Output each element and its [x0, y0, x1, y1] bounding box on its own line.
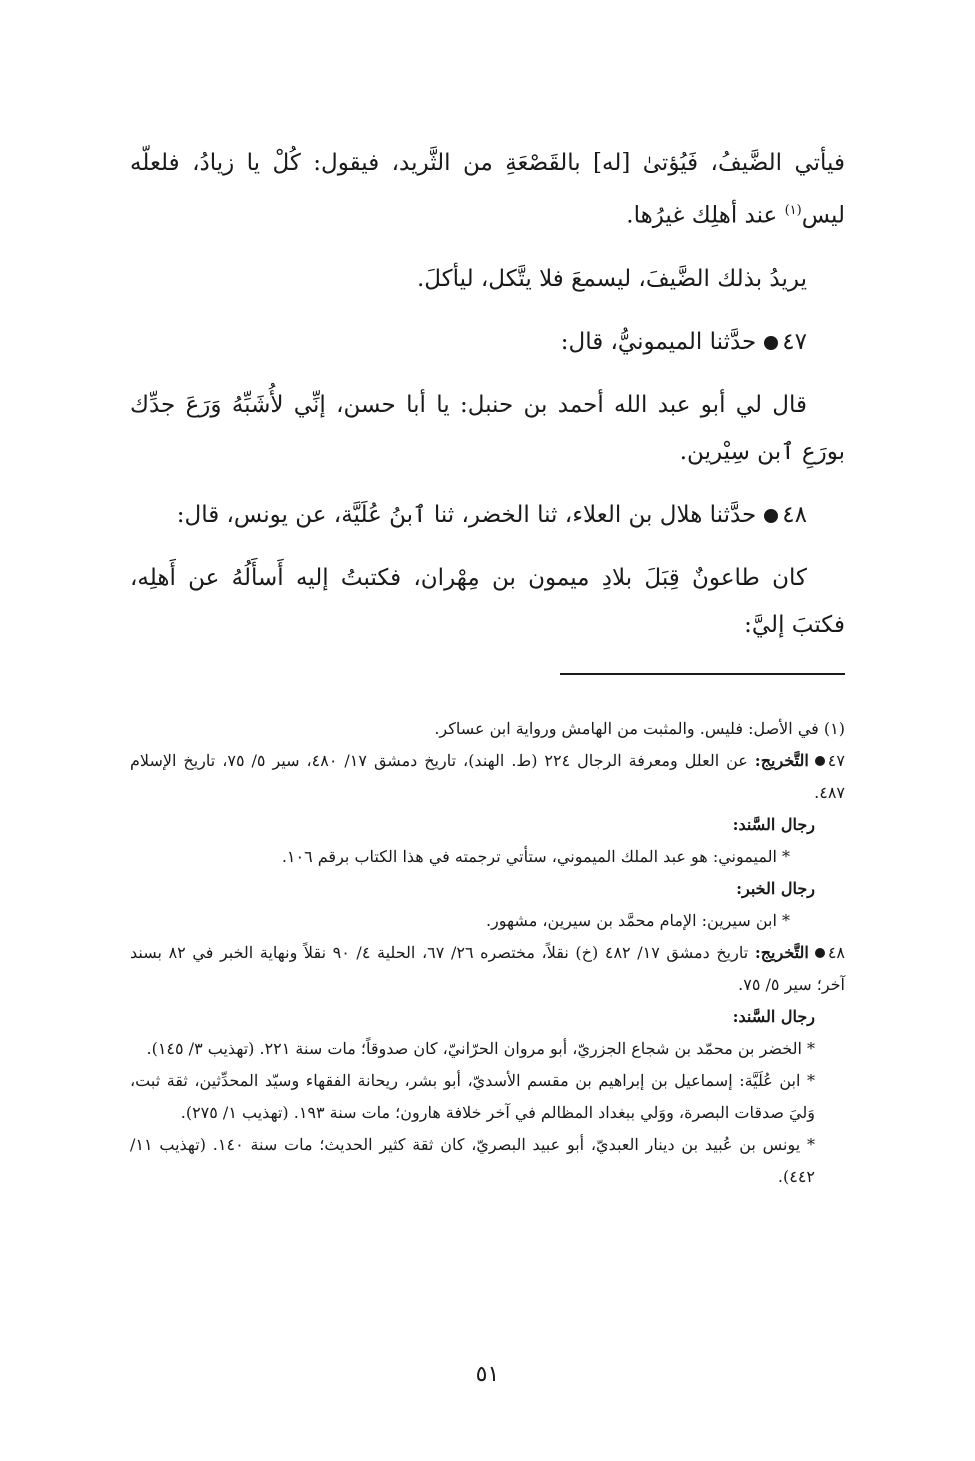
khabar-label: رجال الخبر: [736, 878, 815, 898]
note-48-sanad-item: * ابن عُلَيَّة: إسماعيل بن إبراهيم بن مقسم الأسديّ، أبو بشر، ريحانة الفقهاء وسيّد المحدِّثين، ثقة ثبت، وَليَ صدقات البصرة، ووَلي ببغداد المظالم في آخر خلافة هارون؛ مات سنة ١٩٣. (تهذيب ١/ ٢٧٥). [130, 1070, 815, 1122]
footnote-1: (١) في الأصل: فليس. والمثبت من الهامش ورواية ابن عساكر. [434, 718, 845, 738]
sanad-label: رجال السَّند: [732, 1006, 815, 1026]
narration-number-48: ٤٨ [782, 501, 807, 528]
takhrij-label: التَّخريج: [754, 942, 809, 962]
page-number: ٥١ [475, 1362, 500, 1387]
bullet-icon [764, 509, 778, 523]
note-48-takhrij [130, 937, 845, 1001]
note-48-sanad-item: * يونس بن عُبيد بن دينار العبديّ، أبو عبيد البصريّ، كان ثقة كثير الحديث؛ مات سنة ١٤٠. (تهذيب ١١/ ٤٤٢). [130, 1134, 816, 1186]
narration-header-48-text: حدَّثنا هلال بن العلاء، ثنا الخضر، ثنا ٱبنُ عُلَيَّة، عن يونس، قال: [176, 501, 757, 528]
note-number-48: ٤٨ [827, 942, 845, 962]
bullet-icon [815, 756, 825, 766]
paragraph-1-text: فيأتي الضَّيفُ، فَيُؤتىٰ [له] بالقَصْعَةِ من الثَّريد، فيقول: كُلْ يا زيادُ، فلعلّه ليس [130, 150, 845, 229]
narration-number-47: ٤٧ [782, 328, 807, 355]
paragraph-2: يريدُ بذلك الضَّيفَ، ليسمعَ فلا يتَّكل، ليأكلَ. [416, 265, 807, 292]
sanad-label: رجال السَّند: [732, 814, 815, 834]
bullet-icon [815, 948, 825, 958]
narration-header-47 [130, 319, 845, 366]
note-48-takhrij-text: تاريخ دمشق ١٧/ ٤٨٢ (خ) نقلاً، مختصره ٢٦/ ٦٧، الحلية ٤/ ٩٠ نقلاً ونهاية الخبر في ٨٢ بسند آخر؛ سير ٥/ ٧٥. [130, 942, 845, 994]
main-text [130, 140, 845, 649]
note-number-47: ٤٧ [827, 750, 845, 770]
footnote-separator [560, 673, 845, 675]
paragraph-47: قال لي أبو عبد الله أحمد بن حنبل: يا أبا حسن، إنِّي لأُشَبِّهُ وَرَعَ جدِّك بورَعِ ٱبن سِيْرين. [130, 391, 845, 465]
narration-header-48 [130, 492, 845, 539]
note-47-takhrij [130, 745, 845, 809]
bullet-icon [764, 336, 778, 350]
note-48-sanad-item: * الخضر بن محمّد بن شجاع الجزريّ، أبو مروان الحرّانيّ، كان صدوقاً؛ مات سنة ٢٢١. (تهذيب ٣/ ١٤٥). [146, 1038, 815, 1058]
footnotes [130, 713, 845, 1193]
document-page [130, 140, 845, 1461]
takhrij-label: التَّخريج: [754, 750, 809, 770]
paragraph-48: كان طاعونٌ قِبَلَ بلادِ ميمون بن مِهْران، فكتبتُ إليه أَسأَلُهُ عن أَهلِه، فكتبَ إليَّ: [130, 564, 845, 638]
paragraph-1-end: عند أهلِك غيرُها. [626, 202, 785, 229]
paragraph-1 [130, 140, 845, 240]
narration-header-47-text: حدَّثنا الميمونيُّ، قال: [560, 328, 757, 355]
note-47-takhrij-text: عن العلل ومعرفة الرجال ٢٢٤ (ط. الهند)، تاريخ دمشق ١٧/ ٤٨٠، سير ٥/ ٧٥، تاريخ الإسلام ٤٨٧. [130, 750, 845, 802]
note-47-sanad-item: * الميموني: هو عبد الملك الميموني، ستأتي ترجمته في هذا الكتاب برقم ١٠٦. [281, 846, 790, 866]
footnote-ref-1[interactable]: (١) [784, 203, 802, 218]
note-47-khabar-item: * ابن سيرين: الإمام محمَّد بن سيرين، مشهور. [485, 910, 790, 930]
